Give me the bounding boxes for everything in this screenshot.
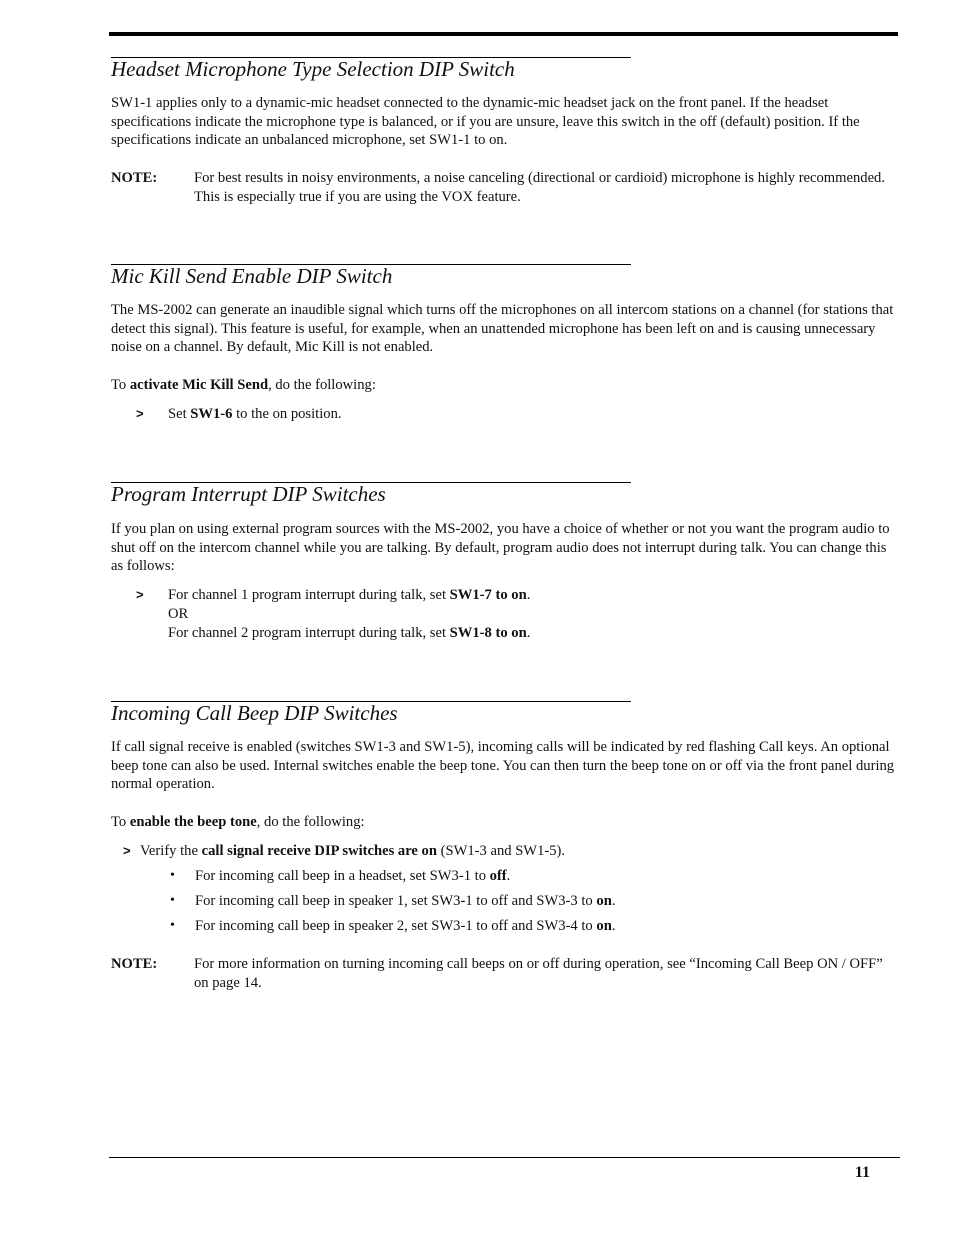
step-arrow-icon: > <box>123 843 131 858</box>
footer-rule <box>109 1157 900 1158</box>
section-heading-incoming-call-beep: Incoming Call Beep DIP Switches <box>111 701 398 725</box>
bullet-icon: • <box>170 893 175 908</box>
step-arrow-icon: > <box>136 587 144 602</box>
step-text: Verify the call signal receive DIP switches are on (SW1-3 and SW1-5). <box>140 843 566 859</box>
list-item: For incoming call beep in a headset, set SW3-1 to off. <box>195 868 511 884</box>
list-item: For incoming call beep in speaker 2, set SW3-1 to off and SW3-4 to on. <box>195 918 616 934</box>
bullet-icon: • <box>170 868 175 883</box>
section-heading-program-interrupt: Program Interrupt DIP Switches <box>111 482 386 506</box>
page-number: 11 <box>854 1164 870 1181</box>
section-body-program-interrupt: If you plan on using external program sources with the MS-2002, you have a choice of whether or not you want the program audio to shut off on the intercom channel while you are talking. By default, program audio does not interrupt during talk. You can change this as follows: <box>111 521 890 575</box>
list-item: For incoming call beep in speaker 1, set SW3-1 to off and SW3-3 to on. <box>195 893 616 909</box>
step-text: Set SW1-6 to the on position. <box>168 406 342 422</box>
note-text: For best results in noisy environments, a noise canceling (directional or cardioid) microphone is highly recommended. This is especially true if you are using the VOX feature. <box>194 170 886 205</box>
section-body-mic-kill: The MS-2002 can generate an inaudible signal which turns off the microphones on all intercom stations on a channel (for stations that detect this signal). This feature is useful, for example, when an unattended microphone has been left on and is causing unnecessary noise on a channel. By default, Mic Kill is not enabled. <box>111 302 894 356</box>
note-text: For more information on turning incoming call beeps on or off during operation, see “Incoming Call Beep ON / OFF” on page 14. <box>194 956 883 991</box>
note-label: NOTE: <box>111 170 158 186</box>
step-arrow-icon: > <box>136 406 144 421</box>
bullet-icon: • <box>170 918 175 933</box>
step-or: OR <box>168 606 189 622</box>
instruction-intro: To enable the beep tone, do the following: <box>111 814 365 830</box>
instruction-intro: To activate Mic Kill Send, do the following: <box>111 377 376 393</box>
step-text-channel-1: For channel 1 program interrupt during talk, set SW1-7 to on. <box>168 587 531 603</box>
header-rule <box>109 32 898 36</box>
section-heading-headset-mic: Headset Microphone Type Selection DIP Switch <box>111 57 515 81</box>
note-label: NOTE: <box>111 956 158 972</box>
step-text-channel-2: For channel 2 program interrupt during talk, set SW1-8 to on. <box>168 625 531 641</box>
section-body-incoming-call-beep: If call signal receive is enabled (switches SW1-3 and SW1-5), incoming calls will be indicated by red flashing Call keys. An optional beep tone can also be used. Internal switches enable the beep tone. You can then turn the beep tone on or off via the front panel during normal operation. <box>111 739 895 793</box>
section-body-headset-mic: SW1-1 applies only to a dynamic-mic headset connected to the dynamic-mic headset jack on the front panel. If the headset specifications indicate the microphone type is balanced, or if you are unsure, leave this switch in the off (default) position. If the specifications indicate an unbalanced microphone, set SW1-1 to on. <box>111 95 860 149</box>
section-heading-mic-kill: Mic Kill Send Enable DIP Switch <box>111 264 393 288</box>
